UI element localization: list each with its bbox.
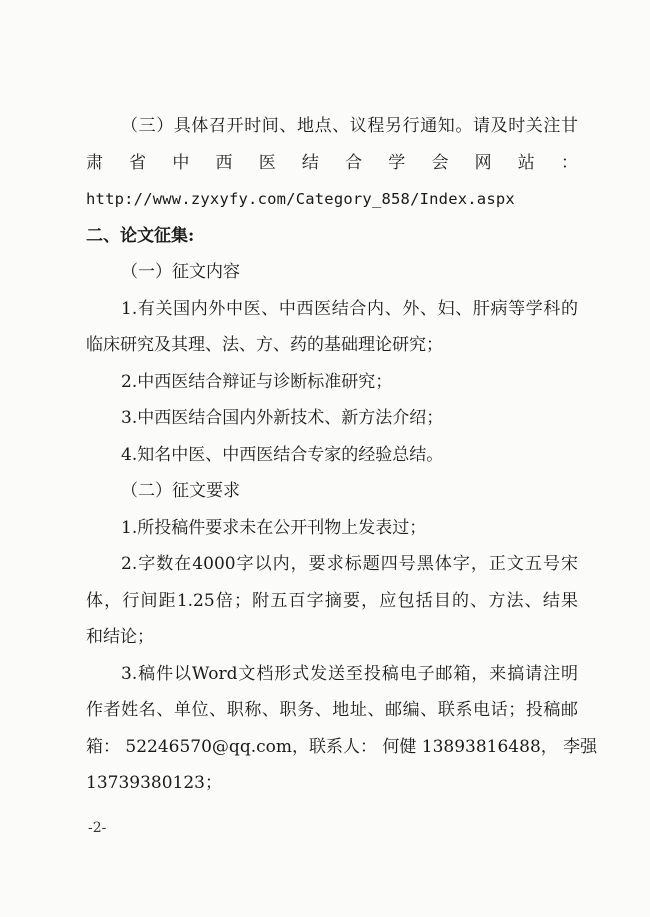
requirement-item-3-line-2: 作者姓名、单位、职称、职务、地址、邮编、联系电话；投稿邮: [86, 700, 578, 720]
content-item-1-line-1: 1.有关国内外中医、中西医结合内、外、妇、肝病等学科的: [121, 298, 578, 319]
requirement-item-2-line-1: 2.字数在4000字以内，要求标题四号黑体字，正文五号宋: [121, 554, 578, 574]
page-number: -2-: [88, 820, 107, 836]
content-item-3: 3.中西医结合国内外新技术、新方法介绍；: [121, 408, 444, 428]
requirement-item-3-line-3: 箱： 52246570@qq.com，联系人： 何健 13893816488， 李强: [86, 736, 598, 757]
content-item-2: 2.中西医结合辩证与诊断标准研究；: [121, 371, 393, 392]
meeting-notice-line-1: （三）具体召开时间、地点、议程另行通知。请及时关注甘: [121, 116, 578, 136]
meeting-notice-line-2: 肃 省 中 西 医 结 合 学 会 网 站 ：: [86, 152, 578, 173]
paper-requirements-subheading: （二）征文要求: [121, 481, 240, 501]
requirement-item-3-line-1: 3.稿件以Word文档形式发送至投稿电子邮箱，来搞请注明: [121, 663, 578, 684]
requirement-item-2-line-2: 体，行间距1.25倍；附五百字摘要，应包括目的、方法、结果: [86, 590, 578, 611]
content-item-1-line-2: 临床研究及其理、法、方、药的基础理论研究；: [86, 335, 443, 355]
requirement-item-1: 1.所投稿件要求未在公开刊物上发表过；: [121, 517, 427, 538]
requirement-item-2-line-3: 和结论；: [86, 627, 154, 647]
document-body: [86, 108, 598, 802]
requirement-item-3-line-4: 13739380123；: [86, 773, 222, 793]
association-website-url: http://www.zyxyfy.com/Category_858/Index.aspx: [86, 190, 515, 208]
call-for-papers-heading: 二、论文征集:: [86, 225, 195, 246]
content-item-4: 4.知名中医、中西医结合专家的经验总结。: [121, 444, 444, 465]
paper-content-subheading: （一）征文内容: [121, 262, 240, 282]
